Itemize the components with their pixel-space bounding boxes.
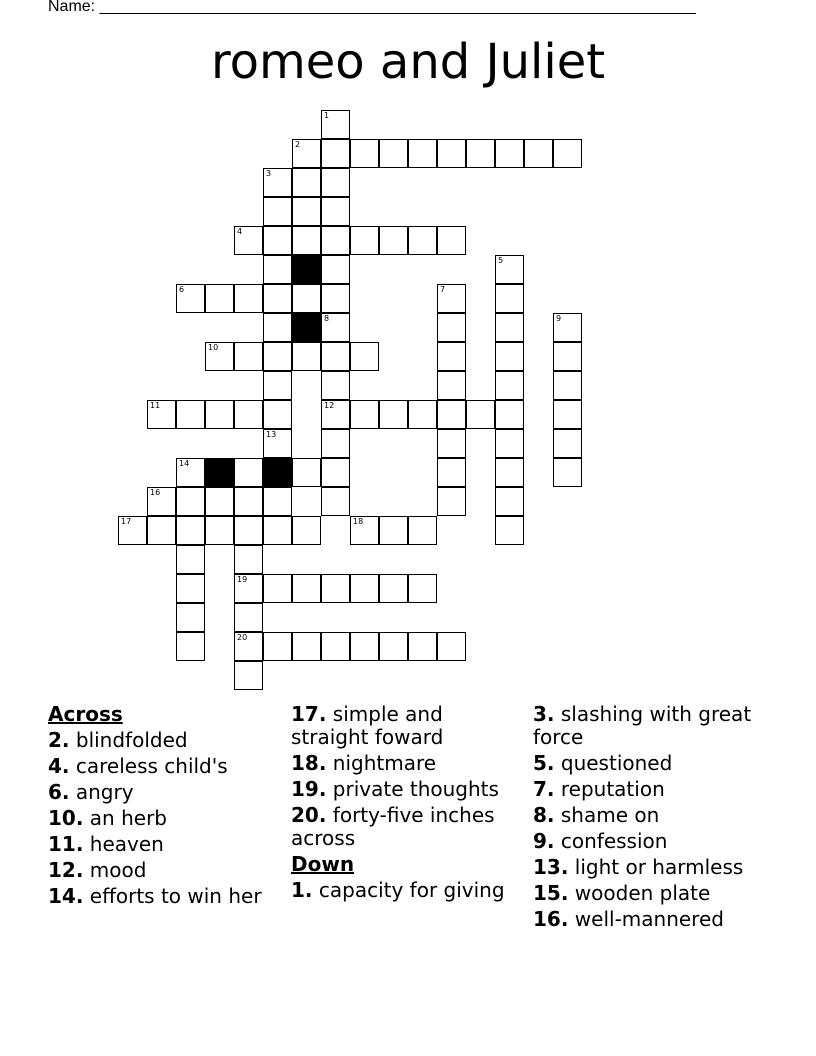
grid-cell[interactable] (147, 516, 176, 545)
clue-text: nightmare (332, 751, 437, 775)
clue-item (533, 778, 763, 801)
grid-cell[interactable] (495, 139, 524, 168)
grid-cell[interactable] (263, 574, 292, 603)
clue-number: 1. (291, 878, 313, 902)
clue-number: 6. (48, 780, 70, 804)
grid-cell[interactable] (408, 400, 437, 429)
clue-number: 7 (440, 285, 446, 294)
clue-item (533, 856, 763, 879)
clue-number: 13 (266, 430, 277, 439)
grid-cell[interactable] (176, 400, 205, 429)
grid-cell[interactable] (292, 342, 321, 371)
clue-text: light or harmless (574, 855, 744, 879)
grid-cell[interactable] (263, 400, 292, 429)
clue-number: 6 (179, 285, 185, 294)
grid-cell[interactable] (408, 516, 437, 545)
clue-item (533, 830, 763, 853)
grid-cell[interactable] (234, 603, 263, 632)
clue-item (48, 807, 278, 830)
clue-item (48, 729, 278, 752)
grid-cell[interactable] (147, 400, 176, 429)
grid-cell[interactable] (321, 574, 350, 603)
grid-cell[interactable] (321, 110, 350, 139)
grid-cell[interactable] (437, 313, 466, 342)
clue-item (533, 752, 763, 775)
grid-cell[interactable] (350, 574, 379, 603)
grid-cell[interactable] (350, 226, 379, 255)
grid-cell[interactable] (495, 487, 524, 516)
clue-text: careless child's (75, 754, 228, 778)
grid-cell[interactable] (437, 458, 466, 487)
clue-number: 19 (237, 575, 248, 584)
grid-cell[interactable] (205, 487, 234, 516)
grid-cell[interactable] (408, 226, 437, 255)
grid-cell[interactable] (495, 371, 524, 400)
grid-cell[interactable] (263, 632, 292, 661)
clue-item (48, 859, 278, 882)
grid-cell[interactable] (408, 632, 437, 661)
grid-cell[interactable] (263, 226, 292, 255)
grid-cell[interactable] (466, 400, 495, 429)
grid-cell[interactable] (292, 458, 321, 487)
clue-number: 2 (295, 140, 301, 149)
clue-number: 18. (291, 751, 327, 775)
grid-cell[interactable] (408, 574, 437, 603)
grid-cell[interactable] (263, 168, 292, 197)
grid-cell[interactable] (292, 284, 321, 313)
clue-number: 7. (533, 777, 555, 801)
grid-cell[interactable] (263, 487, 292, 516)
grid-cell[interactable] (495, 342, 524, 371)
grid-cell[interactable] (437, 632, 466, 661)
clue-text: heaven (89, 832, 164, 856)
clue-text: angry (75, 780, 134, 804)
grid-cell[interactable] (466, 139, 495, 168)
grid-cell[interactable] (205, 284, 234, 313)
clue-text: private thoughts (332, 777, 499, 801)
grid-cell[interactable] (292, 516, 321, 545)
grid-cell[interactable] (234, 400, 263, 429)
grid-cell[interactable] (524, 139, 553, 168)
grid-cell[interactable] (437, 400, 466, 429)
grid-cell[interactable] (495, 400, 524, 429)
grid-block (292, 255, 321, 284)
grid-cell[interactable] (234, 545, 263, 574)
grid-cell[interactable] (495, 516, 524, 545)
grid-cell[interactable] (234, 661, 263, 690)
clue-number: 16 (150, 488, 161, 497)
grid-cell[interactable] (495, 313, 524, 342)
clue-text: efforts to win her (89, 884, 262, 908)
clue-item (533, 882, 763, 905)
grid-cell[interactable] (321, 400, 350, 429)
grid-cell[interactable] (176, 603, 205, 632)
grid-cell[interactable] (321, 313, 350, 342)
clue-item (48, 833, 278, 856)
grid-cell[interactable] (321, 371, 350, 400)
across-clue-list (48, 729, 278, 908)
grid-cell[interactable] (321, 429, 350, 458)
clue-number: 13. (533, 855, 569, 879)
clue-number: 20. (291, 803, 327, 827)
grid-cell[interactable] (176, 284, 205, 313)
grid-cell[interactable] (176, 458, 205, 487)
grid-cell[interactable] (263, 197, 292, 226)
clues-column-2 (291, 703, 521, 905)
clue-number: 5. (533, 751, 555, 775)
grid-cell[interactable] (176, 516, 205, 545)
clue-item (48, 885, 278, 908)
grid-cell[interactable] (553, 429, 582, 458)
grid-cell[interactable] (176, 574, 205, 603)
clue-number: 14. (48, 884, 84, 908)
clue-text: blindfolded (75, 728, 188, 752)
grid-cell[interactable] (321, 284, 350, 313)
clue-text: simple and straight foward (291, 702, 444, 749)
clue-number: 15. (533, 881, 569, 905)
clue-text: well-mannered (574, 907, 724, 931)
grid-cell[interactable] (350, 516, 379, 545)
clues-column-3 (533, 703, 763, 934)
clue-text: reputation (560, 777, 665, 801)
grid-cell[interactable] (176, 487, 205, 516)
grid-cell[interactable] (321, 487, 350, 516)
grid-cell[interactable] (350, 400, 379, 429)
grid-cell[interactable] (263, 342, 292, 371)
grid-cell[interactable] (437, 429, 466, 458)
grid-cell[interactable] (321, 632, 350, 661)
grid-cell[interactable] (234, 342, 263, 371)
clue-text: confession (560, 829, 668, 853)
down-clue-list (291, 879, 521, 902)
clues-column-1 (48, 703, 278, 911)
grid-cell[interactable] (437, 284, 466, 313)
clue-text: an herb (89, 806, 167, 830)
grid-block (263, 458, 292, 487)
clue-number: 19. (291, 777, 327, 801)
clue-text: forty-five inches across (291, 803, 495, 850)
grid-cell[interactable] (292, 168, 321, 197)
grid-cell[interactable] (234, 574, 263, 603)
grid-cell[interactable] (553, 458, 582, 487)
grid-cell[interactable] (292, 226, 321, 255)
grid-cell[interactable] (437, 226, 466, 255)
grid-cell[interactable] (292, 139, 321, 168)
clue-number: 3. (533, 702, 555, 726)
grid-cell[interactable] (321, 226, 350, 255)
clue-text: slashing with great force (533, 702, 752, 749)
grid-cell[interactable] (437, 487, 466, 516)
grid-cell[interactable] (118, 516, 147, 545)
grid-cell[interactable] (553, 313, 582, 342)
grid-cell[interactable] (263, 313, 292, 342)
grid-cell[interactable] (292, 574, 321, 603)
clue-text: wooden plate (574, 881, 711, 905)
clue-text: shame on (560, 803, 660, 827)
clue-number: 2. (48, 728, 70, 752)
grid-cell[interactable] (321, 197, 350, 226)
clue-number: 11. (48, 832, 84, 856)
grid-cell[interactable] (176, 632, 205, 661)
clue-number: 15 (208, 459, 219, 468)
clue-item (533, 908, 763, 931)
grid-cell[interactable] (263, 284, 292, 313)
grid-cell[interactable] (263, 255, 292, 284)
clue-number: 1 (324, 111, 330, 120)
grid-cell[interactable] (350, 632, 379, 661)
grid-cell[interactable] (321, 342, 350, 371)
grid-cell[interactable] (350, 139, 379, 168)
grid-cell[interactable] (321, 168, 350, 197)
clue-number: 8. (533, 803, 555, 827)
grid-cell[interactable] (234, 284, 263, 313)
grid-cell[interactable] (292, 197, 321, 226)
grid-cell[interactable] (234, 487, 263, 516)
down-clue-list-continued (533, 703, 763, 931)
down-heading: Down (291, 852, 355, 876)
grid-cell[interactable] (437, 139, 466, 168)
clue-number: 10 (208, 343, 219, 352)
grid-cell[interactable] (205, 342, 234, 371)
clue-item (48, 755, 278, 778)
clue-item (291, 752, 521, 775)
clue-item (291, 703, 521, 749)
grid-cell[interactable] (379, 516, 408, 545)
grid-cell[interactable] (379, 139, 408, 168)
grid-cell[interactable] (379, 400, 408, 429)
clue-number: 3 (266, 169, 272, 178)
grid-block (205, 458, 234, 487)
grid-cell[interactable] (263, 371, 292, 400)
grid-cell[interactable] (379, 574, 408, 603)
grid-cell[interactable] (350, 342, 379, 371)
grid-cell[interactable] (495, 458, 524, 487)
clue-number: 9. (533, 829, 555, 853)
grid-cell[interactable] (292, 632, 321, 661)
clue-text: mood (89, 858, 147, 882)
grid-cell[interactable] (379, 226, 408, 255)
clue-number: 10. (48, 806, 84, 830)
clue-item (533, 804, 763, 827)
clue-number: 18 (353, 517, 364, 526)
grid-cell[interactable] (495, 284, 524, 313)
clue-item (291, 804, 521, 850)
grid-cell[interactable] (263, 516, 292, 545)
clue-number: 12 (324, 401, 335, 410)
grid-cell[interactable] (205, 516, 234, 545)
grid-cell[interactable] (321, 255, 350, 284)
grid-cell[interactable] (408, 139, 437, 168)
across-heading: Across (48, 702, 123, 726)
grid-block (292, 313, 321, 342)
grid-cell[interactable] (234, 516, 263, 545)
clue-number: 12. (48, 858, 84, 882)
grid-cell[interactable] (205, 400, 234, 429)
grid-cell[interactable] (495, 429, 524, 458)
clue-text: capacity for giving (318, 878, 505, 902)
grid-cell[interactable] (553, 371, 582, 400)
grid-cell[interactable] (321, 458, 350, 487)
clue-number: 17. (291, 702, 327, 726)
grid-cell[interactable] (553, 342, 582, 371)
grid-cell[interactable] (234, 458, 263, 487)
clue-item (291, 778, 521, 801)
clue-number: 5 (498, 256, 504, 265)
name-field-label: Name: ___________________________________________________________________ (48, 0, 696, 15)
grid-cell[interactable] (553, 139, 582, 168)
grid-cell[interactable] (379, 632, 408, 661)
clue-number: 16. (533, 907, 569, 931)
grid-cell[interactable] (263, 429, 292, 458)
grid-cell[interactable] (553, 400, 582, 429)
clue-number: 11 (150, 401, 161, 410)
clue-item (291, 879, 521, 902)
grid-cell[interactable] (234, 226, 263, 255)
grid-cell[interactable] (495, 255, 524, 284)
grid-cell[interactable] (176, 545, 205, 574)
grid-cell[interactable] (321, 139, 350, 168)
grid-cell[interactable] (234, 632, 263, 661)
clue-number: 9 (556, 314, 562, 323)
clue-number: 17 (121, 517, 132, 526)
clue-item (533, 703, 763, 749)
grid-cell[interactable] (147, 487, 176, 516)
clue-number: 14 (179, 459, 190, 468)
clue-number: 20 (237, 633, 248, 642)
clue-text: questioned (560, 751, 673, 775)
clue-item (48, 781, 278, 804)
clue-number: 8 (324, 314, 330, 323)
puzzle-title: romeo and Juliet (210, 34, 606, 90)
clue-number: 4. (48, 754, 70, 778)
across-clue-list-continued (291, 703, 521, 850)
grid-cell[interactable] (437, 371, 466, 400)
clue-number: 4 (237, 227, 243, 236)
grid-cell[interactable] (437, 342, 466, 371)
